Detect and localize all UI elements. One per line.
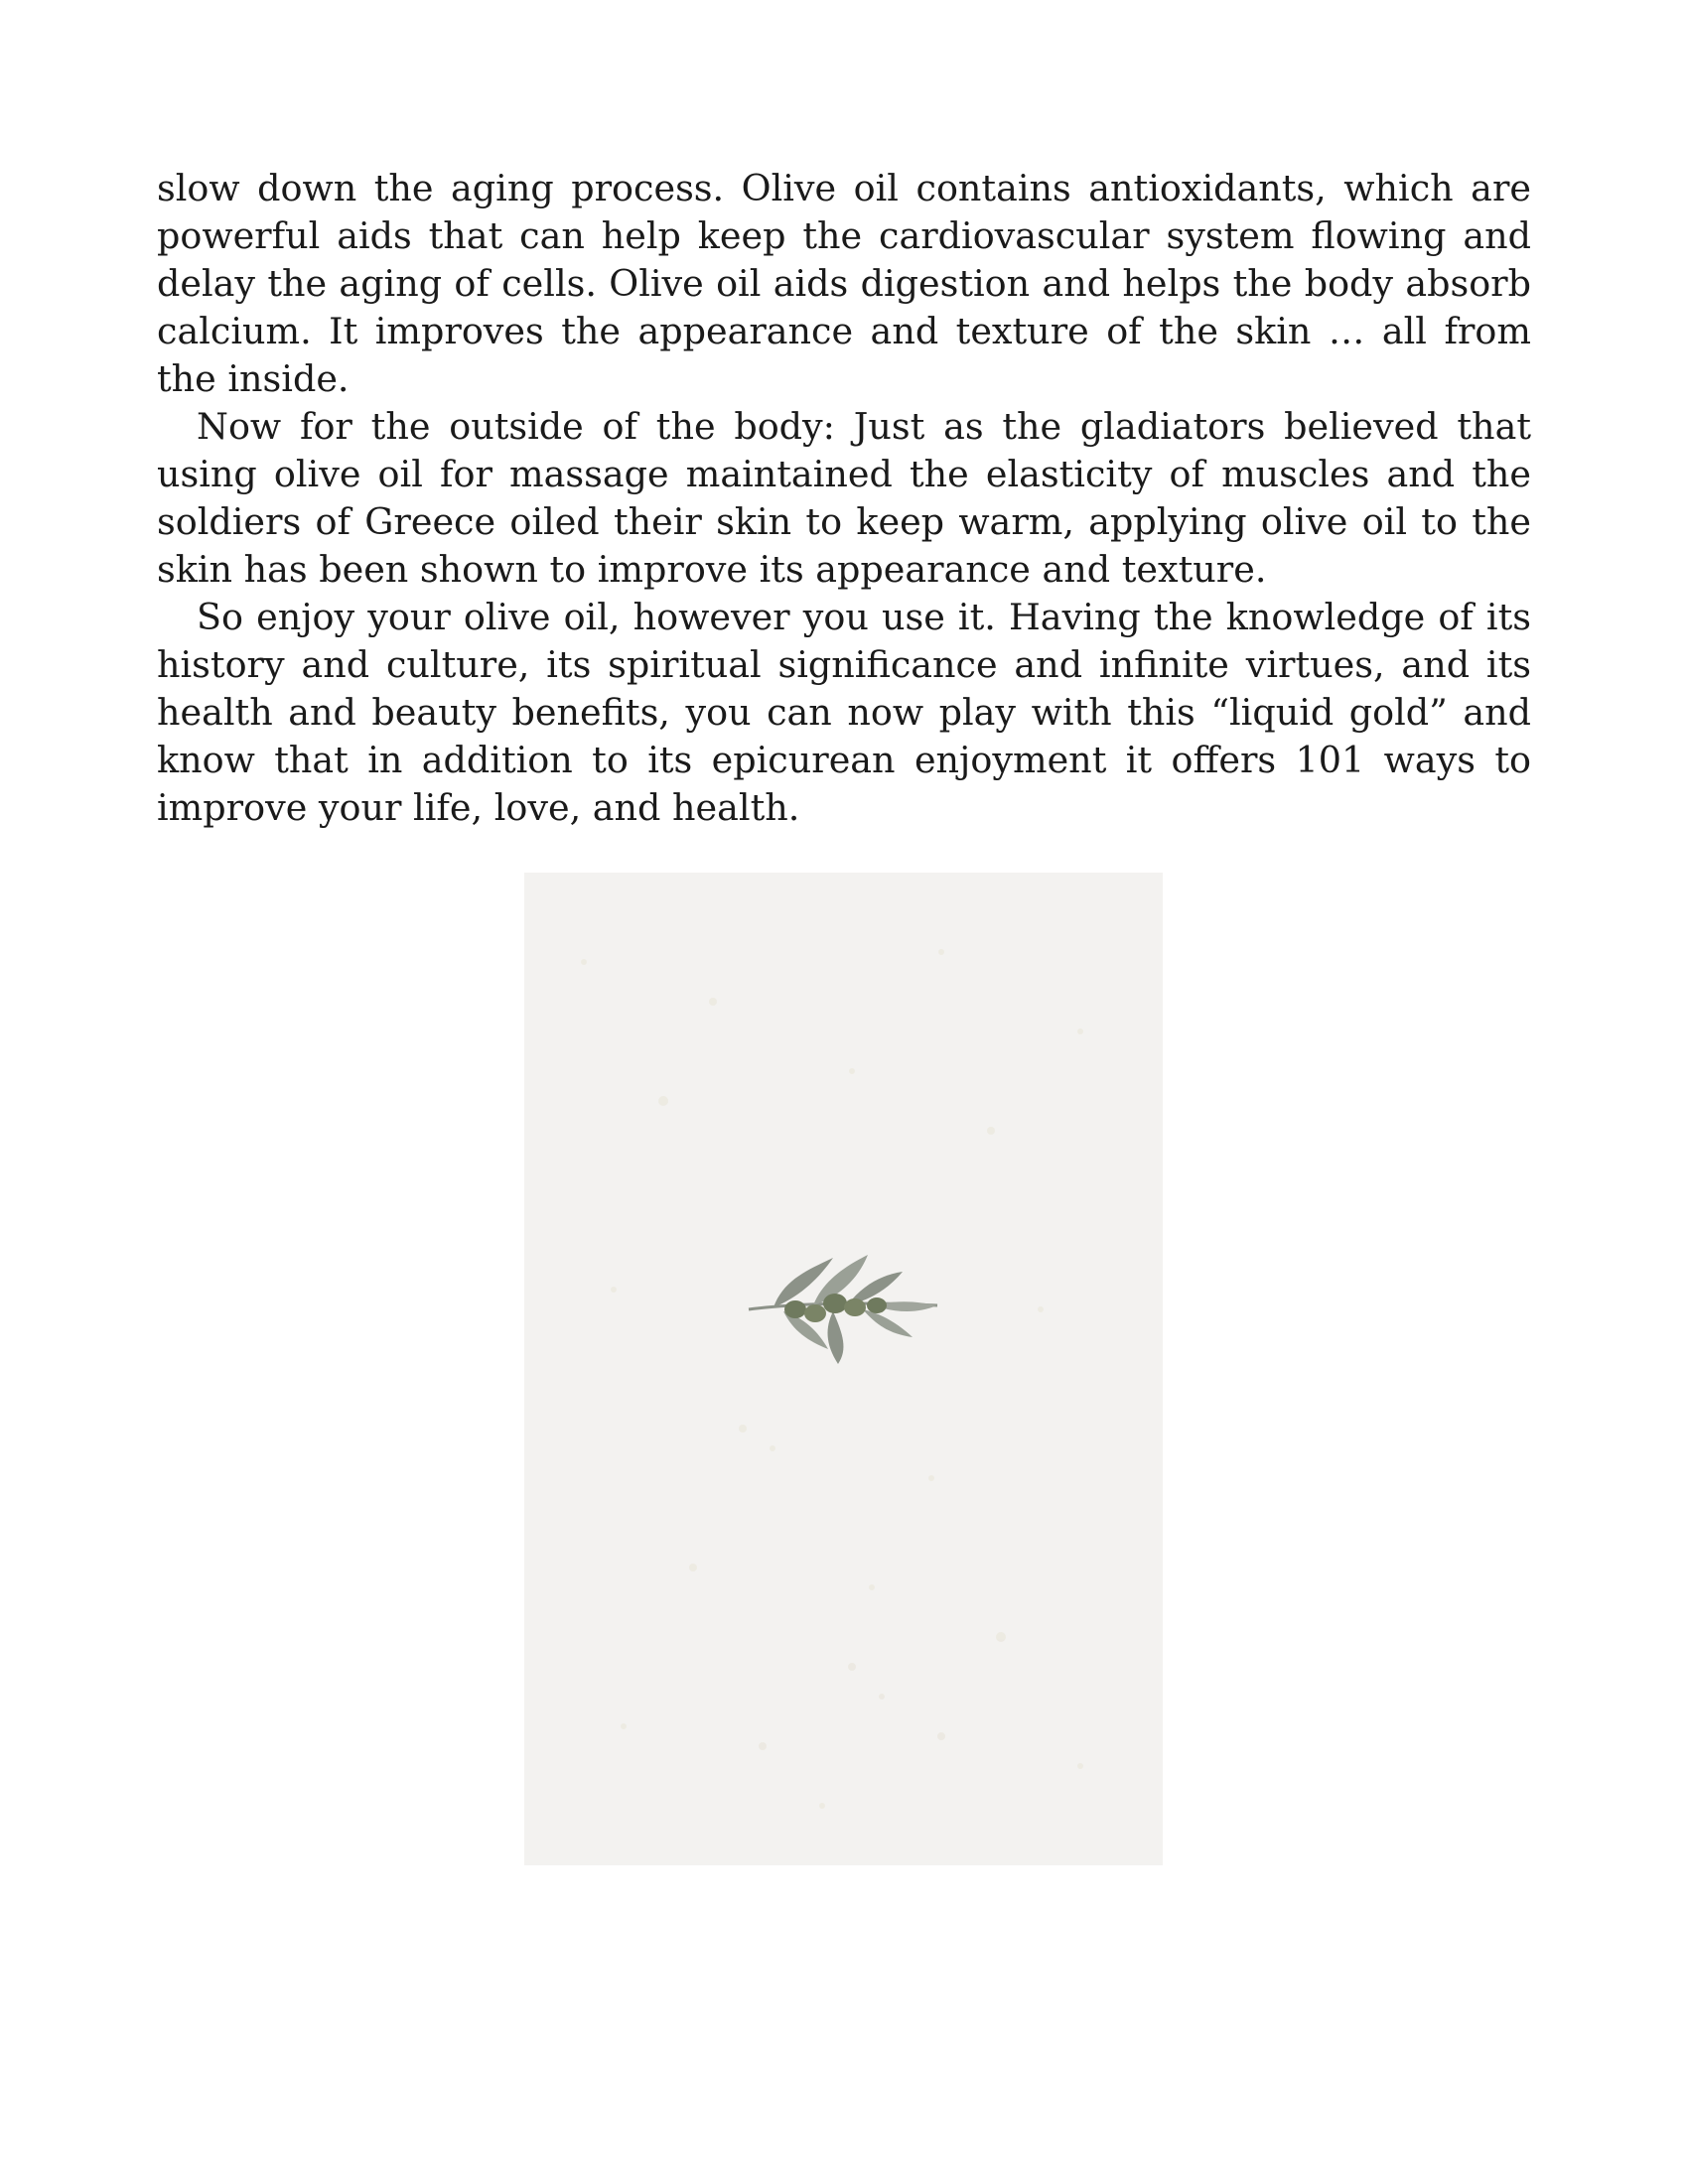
paragraph-enjoy-olive-oil: So enjoy your olive oil, however you use it. Having the knowledge of its history and culture, its spiritual significance and infinite virtues, and its health and beauty benefits, you can now play with this “liquid gold” and know that in addition to its epicurean enjoyment it offers 101 ways to improve your life, love, and health. [157, 596, 1531, 829]
paragraph-continued: slow down the aging process. Olive oil contains antioxidants, which are powerful aids that can help keep the cardiovascular system flowing and delay the aging of cells. Olive oil aids digestion and helps the body absorb calcium. It improves the appearance and texture of the skin … all from the inside. [157, 167, 1531, 400]
paragraph-outside-body: Now for the outside of the body: Just as the gladiators believed that using olive oil for massage maintained the elasticity of muscles and the soldiers of Greece oiled their skin to keep warm, applying olive oil to the skin has been shown to improve its appearance and texture. [157, 405, 1531, 591]
body-text [157, 165, 1531, 832]
olive-branch-icon [524, 873, 1163, 1865]
decorative-illustration [524, 873, 1163, 1865]
